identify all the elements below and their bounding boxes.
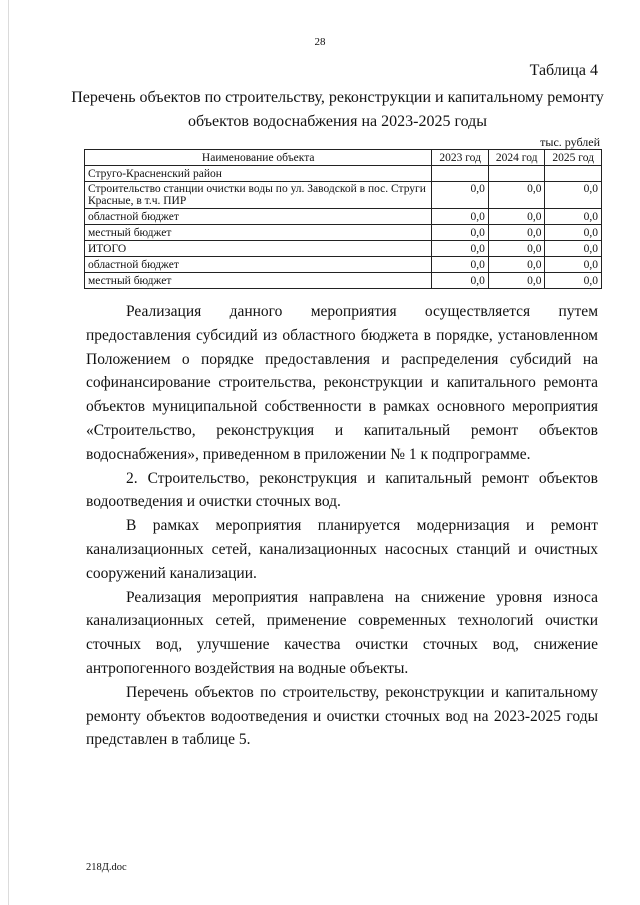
cell-2023: 0,0 bbox=[432, 241, 489, 257]
paragraph: Реализация мероприятия направлена на снижение уровня износа канализационных сетей, применение современных технологий очистки сточных вод, улучшение качества очистки сточных вод, снижение антропогенного воздействия на водные объекты. bbox=[86, 588, 598, 677]
cell-2024: 0,0 bbox=[488, 257, 545, 273]
paragraph: Реализация данного мероприятия осуществляется путем предоставления субсидий из областного бюджета в порядке, установленном Положением о порядке предоставления и распределения субсидий на софинансирование строительства, реконструкции и капитального ремонта объектов муниципальной собственности в рамках основного мероприятия «Строительство, реконструкция и капитальный ремонт объектов водоснабжения», приведенном в приложении № 1 к подпрограмме. bbox=[86, 303, 598, 463]
cell-name: местный бюджет bbox=[85, 273, 432, 289]
table-row bbox=[85, 257, 602, 273]
cell-name: местный бюджет bbox=[85, 225, 432, 241]
cell-2024 bbox=[488, 166, 545, 182]
cell-2024: 0,0 bbox=[488, 182, 545, 209]
cell-2023: 0,0 bbox=[432, 182, 489, 209]
cell-2024: 0,0 bbox=[488, 209, 545, 225]
table-header-row bbox=[85, 150, 602, 166]
header-object-name: Наименование объекта bbox=[85, 150, 432, 166]
table-row bbox=[85, 241, 602, 257]
cell-2025: 0,0 bbox=[545, 241, 602, 257]
footer-filename: 218Д.doc bbox=[86, 862, 127, 873]
section-heading: 2. Строительство, реконструкция и капитальный ремонт объектов водоотведения и очистки сточных вод. bbox=[86, 469, 598, 511]
cell-name: областной бюджет bbox=[85, 209, 432, 225]
table-row bbox=[85, 166, 602, 182]
scan-edge bbox=[8, 0, 9, 905]
cell-2025 bbox=[545, 166, 602, 182]
table-row bbox=[85, 273, 602, 289]
cell-2023: 0,0 bbox=[432, 209, 489, 225]
header-2023: 2023 год bbox=[432, 150, 489, 166]
table-label: Таблица 4 bbox=[529, 62, 598, 79]
cell-2024: 0,0 bbox=[488, 241, 545, 257]
cell-2025: 0,0 bbox=[545, 209, 602, 225]
paragraph: В рамках мероприятия планируется модернизация и ремонт канализационных сетей, канализационных насосных станций и очистных сооружений канализации. bbox=[86, 517, 598, 582]
cell-2023: 0,0 bbox=[432, 257, 489, 273]
cell-2025: 0,0 bbox=[545, 225, 602, 241]
paragraph: Перечень объектов по строительству, реконструкции и капитальному ремонту объектов водоотведения и очистки сточных вод на 2023-2025 годы представлен в таблице 5. bbox=[86, 683, 598, 749]
cell-name: ИТОГО bbox=[85, 241, 432, 257]
cell-2023: 0,0 bbox=[432, 225, 489, 241]
cell-2025: 0,0 bbox=[545, 257, 602, 273]
cell-2025: 0,0 bbox=[545, 273, 602, 289]
cell-name: Струго-Красненский район bbox=[85, 166, 432, 182]
header-2024: 2024 год bbox=[488, 150, 545, 166]
table-row bbox=[85, 182, 602, 209]
body-text bbox=[86, 300, 598, 752]
cell-2023: 0,0 bbox=[432, 273, 489, 289]
unit-label: тыс. рублей bbox=[540, 135, 600, 149]
table-row bbox=[85, 209, 602, 225]
table-title: Перечень объектов по строительству, реконструкции и капитальному ремонту объектов водоснабжения на 2023-2025 годы bbox=[71, 89, 604, 130]
objects-table bbox=[84, 149, 602, 289]
cell-name: областной бюджет bbox=[85, 257, 432, 273]
cell-2023 bbox=[432, 166, 489, 182]
cell-2025: 0,0 bbox=[545, 182, 602, 209]
header-2025: 2025 год bbox=[545, 150, 602, 166]
page-number: 28 bbox=[314, 36, 326, 48]
table-row bbox=[85, 225, 602, 241]
cell-name: Строительство станции очистки воды по ул. Заводской в пос. Струги Красные, в т.ч. ПИР bbox=[85, 182, 432, 209]
cell-2024: 0,0 bbox=[488, 225, 545, 241]
cell-2024: 0,0 bbox=[488, 273, 545, 289]
